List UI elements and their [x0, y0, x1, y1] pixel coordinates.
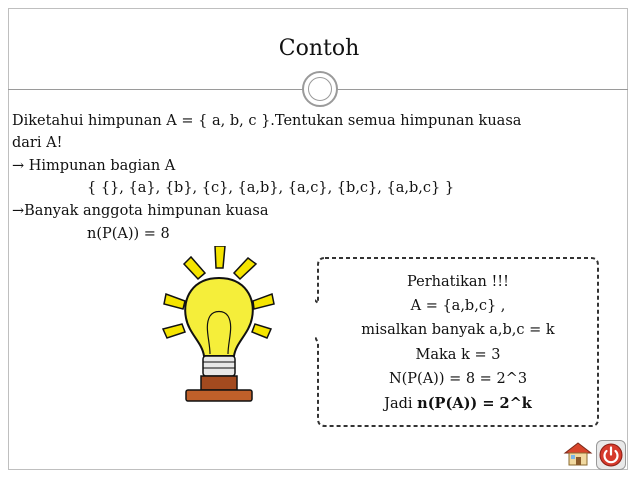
callout-conclusion-formula: n(P(A)) = 2^k: [417, 395, 532, 412]
callout-set-line: A = {a,b,c} ,: [410, 298, 506, 314]
powerset-count: n(P(A)) = 8: [87, 226, 170, 242]
powerset-heading: →Banyak anggota himpunan kuasa: [12, 203, 269, 219]
slide-title: Contoh: [278, 36, 360, 61]
callout-bubble: [315, 255, 601, 429]
callout-conclusion-prefix: Jadi: [384, 396, 418, 412]
title-divider-right: [337, 89, 628, 90]
callout-count-line: misalkan banyak a,b,c = k: [361, 322, 555, 338]
nav-icons: [563, 437, 625, 471]
subset-heading: → Himpunan bagian A: [12, 158, 176, 174]
callout-n-line: N(P(A)) = 8 = 2^3: [388, 371, 528, 387]
callout-heading: Perhatikan !!!: [407, 274, 509, 290]
divider-ornament: [302, 71, 338, 107]
subset-list: { {}, {a}, {b}, {c}, {a,b}, {a,c}, {b,c}, {a,b,c} }: [87, 180, 455, 196]
light-bulb-illustration: [160, 246, 278, 416]
callout-conclusion: [315, 395, 601, 412]
callout-k-line: Maka k = 3: [415, 347, 501, 363]
home-icon[interactable]: [563, 440, 591, 468]
problem-line-1: Diketahui himpunan A = { a, b, c }.Tentukan semua himpunan kuasa: [12, 113, 522, 129]
title-divider-left: [8, 89, 303, 90]
power-icon[interactable]: [596, 440, 626, 470]
problem-line-2: dari A!: [12, 135, 63, 151]
